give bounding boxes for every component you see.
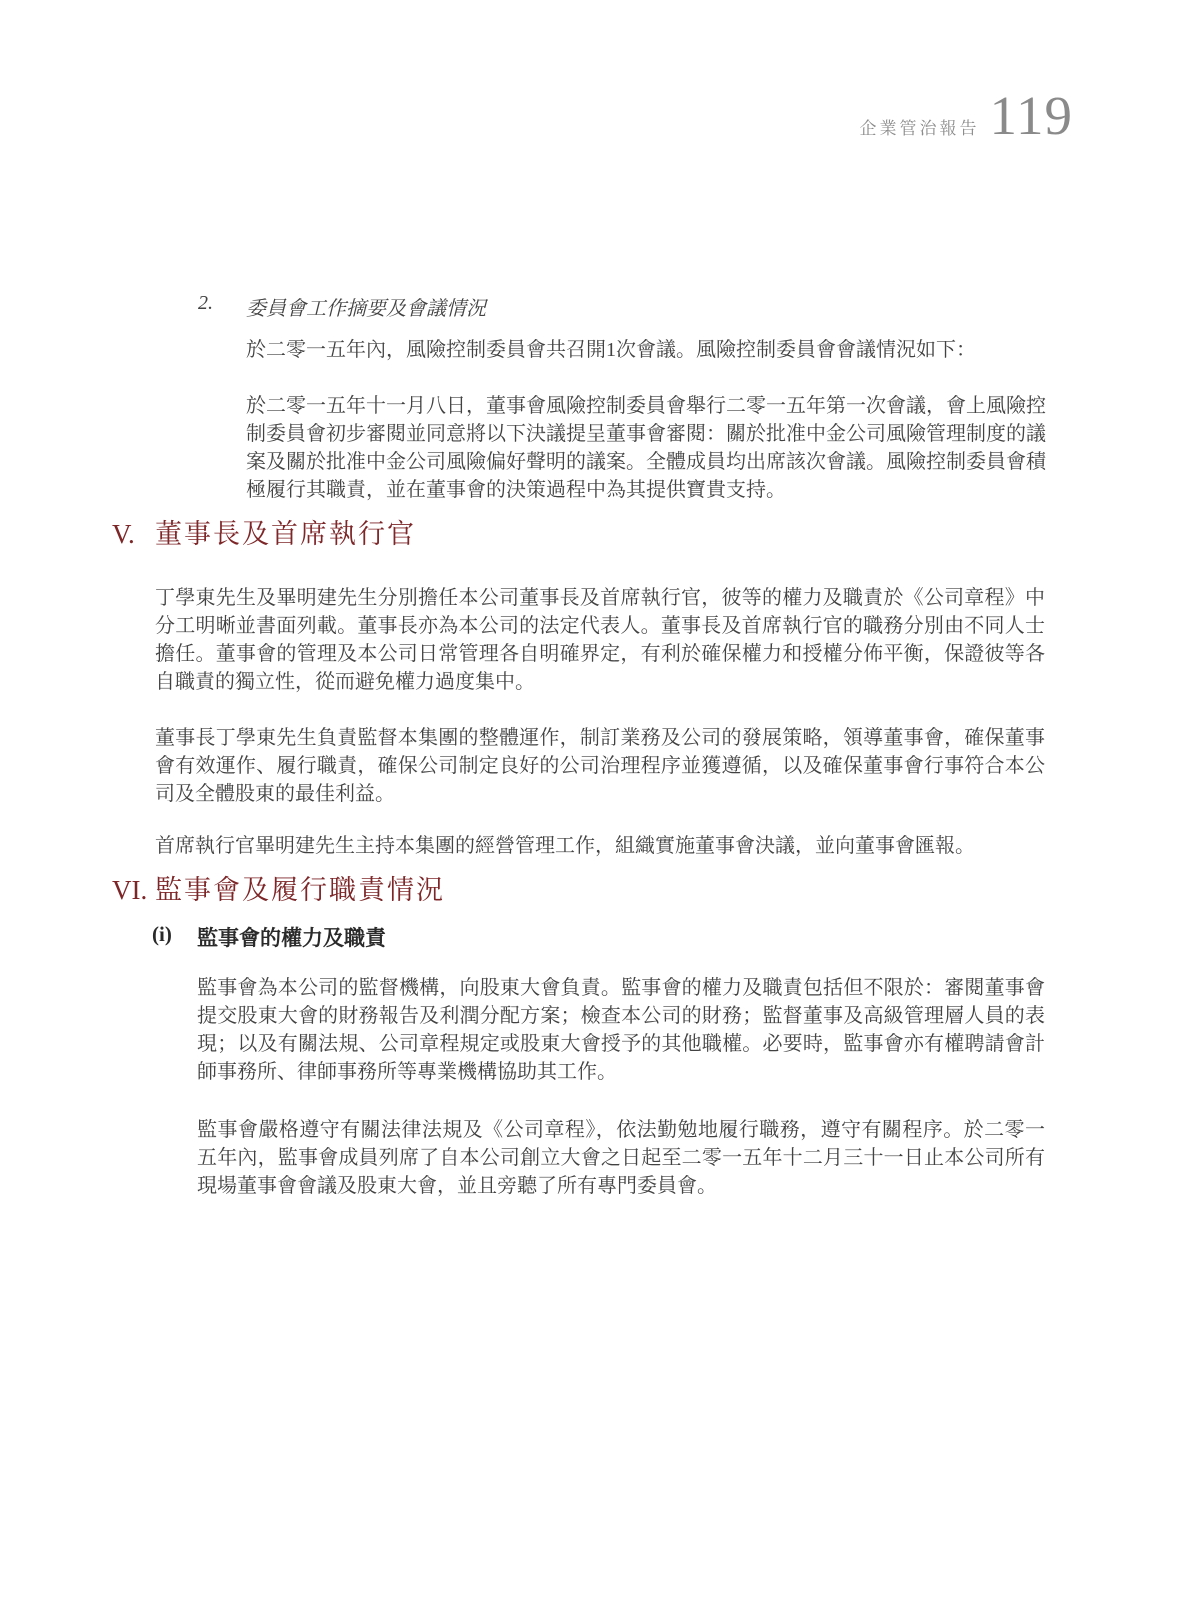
paragraph-ceo-duties: 首席執行官畢明建先生主持本集團的經營管理工作，組織實施董事會決議，並向董事會匯報。 [155, 835, 975, 857]
subsection-i-heading [152, 922, 386, 952]
section-v-heading [112, 518, 416, 550]
subsection-i-title: 監事會的權力及職責 [197, 926, 386, 950]
page-header [859, 85, 1073, 146]
section-vi-title: 監事會及履行職責情況 [155, 875, 445, 905]
header-page-number: 119 [989, 85, 1073, 146]
paragraph-chairman-duties: 董事長丁學東先生負責監督本集團的整體運作，制訂業務及公司的發展策略，領導董事會，確保董事會有效運作、履行職責，確保公司制定良好的公司治理程序並獲遵循，以及確保董事會行事符合本公司及全體股東的最佳利益。 [155, 727, 1045, 805]
paragraph-risk-committee-intro: 於二零一五年內，風險控制委員會共召開1次會議。風險控制委員會會議情況如下： [246, 339, 976, 361]
subsection-i-number: (i) [152, 922, 172, 946]
paragraph-supervisory-compliance: 監事會嚴格遵守有關法律法規及《公司章程》，依法勤勉地履行職務，遵守有關程序。於二零一五年內，監事會成員列席了自本公司創立大會之日起至二零一五年十二月三十一日止本公司所有現場董事會會議及股東大會，並且旁聽了所有專門委員會。 [197, 1119, 1045, 1197]
section-v-title: 董事長及首席執行官 [155, 519, 416, 549]
section-vi-number: VI. [112, 875, 148, 905]
header-section-title: 企業管治報告 [859, 119, 980, 138]
paragraph-risk-committee-meeting: 於二零一五年十一月八日，董事會風險控制委員會舉行二零一五年第一次會議，會上風險控制委員會初步審閱並同意將以下決議提呈董事會審閱：關於批准中金公司風險管理制度的議案及關於批准中金公司風險偏好聲明的議案。全體成員均出席該次會議。風險控制委員會積極履行其職責，並在董事會的決策過程中為其提供寶貴支持。 [246, 395, 1046, 501]
item-2-number: 2. [198, 292, 213, 314]
section-vi-heading [112, 874, 445, 906]
item-2-heading [198, 292, 486, 321]
paragraph-chairman-ceo-separation: 丁學東先生及畢明建先生分別擔任本公司董事長及首席執行官，彼等的權力及職責於《公司章程》中分工明晰並書面列載。董事長亦為本公司的法定代表人。董事長及首席執行官的職務分別由不同人士擔任。董事會的管理及本公司日常管理各自明確界定，有利於確保權力和授權分佈平衡，保證彼等各自職責的獨立性，從而避免權力過度集中。 [155, 587, 1045, 693]
section-v-number: V. [112, 519, 135, 549]
paragraph-supervisory-powers: 監事會為本公司的監督機構，向股東大會負責。監事會的權力及職責包括但不限於：審閱董事會提交股東大會的財務報告及利潤分配方案；檢查本公司的財務；監督董事及高級管理層人員的表現；以及有關法規、公司章程規定或股東大會授予的其他職權。必要時，監事會亦有權聘請會計師事務所、律師事務所等專業機構協助其工作。 [197, 977, 1045, 1083]
item-2-title: 委員會工作摘要及會議情況 [246, 298, 486, 320]
